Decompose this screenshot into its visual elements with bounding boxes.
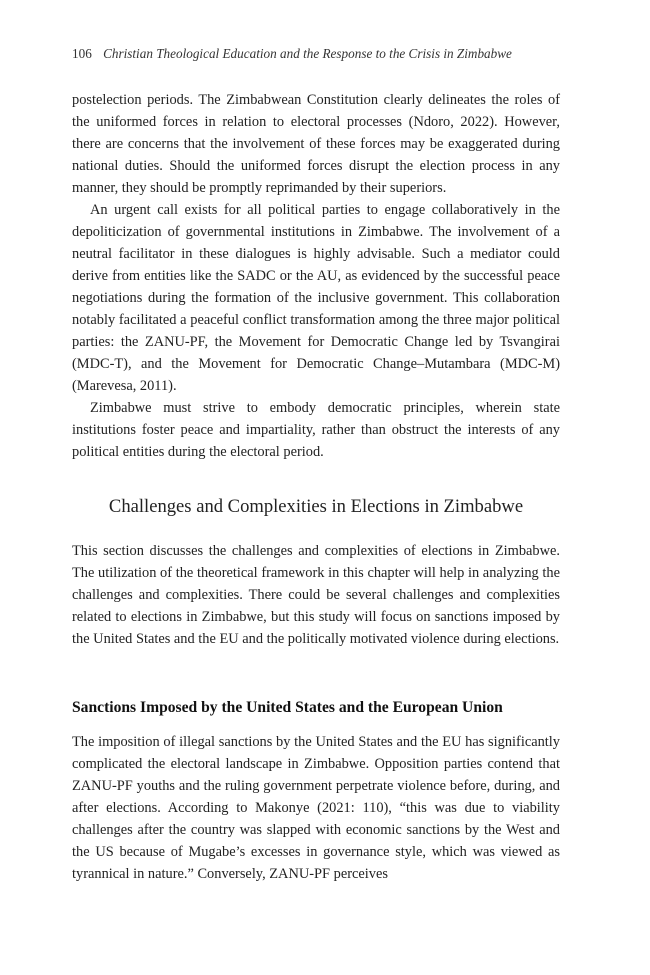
subsection-heading: Sanctions Imposed by the United States and the European Union bbox=[72, 699, 503, 716]
running-head-title: Christian Theological Education and the Response to the Crisis in Zimbabwe bbox=[103, 46, 512, 61]
section-body bbox=[72, 540, 560, 650]
paragraph-sanctions: The imposition of illegal sanctions by the United States and the EU has significantly complicated the electoral landscape in Zimbabwe. Opposition parties contend that ZANU-PF youths and the ruling government perpetrate violence before, during, and after elections. According to Makonye (2021: 110), “this was due to viability challenges after the country was slapped with economic sanctions by the West and the US because of Mugabe’s excesses in governance style, which was viewed as tyrannical in nature.” Conversely, ZANU-PF perceives bbox=[72, 734, 560, 882]
section-heading: Challenges and Complexities in Elections in Zimbabwe bbox=[108, 496, 524, 517]
paragraph-postelection: postelection periods. The Zimbabwean Constitution clearly delineates the roles of the uniformed forces in relation to electoral processes (Ndoro, 2022). However, there are concerns that the involvement of these forces may be exaggerated during national duties. Should the uniformed forces disrupt the election process in any manner, they should be promptly reprimanded by their superiors. bbox=[72, 92, 560, 196]
paragraph-urgent-call: An urgent call exists for all political parties to engage collaboratively in the depoliticization of governmental institutions in Zimbabwe. The involvement of a neutral facilitator in these dialogues is highly advisable. Such a mediator could derive from entities like the SADC or the AU, as evidenced by the successful peace negotiations during the formation of the inclusive government. This collaboration notably facilitated a peaceful conflict transformation among the three major political parties: the ZANU-PF, the Movement for Democratic Change led by Tsvangirai (MDC-T), and the Movement for Democratic Change–Mutambara (MDC-M) (Marevesa, 2011). bbox=[72, 202, 560, 394]
paragraph-democratic-principles: Zimbabwe must strive to embody democratic principles, wherein state institutions foster peace and impartiality, rather than obstruct the interests of any political entities during the electoral period. bbox=[72, 400, 560, 460]
subsection-body bbox=[72, 731, 560, 885]
paragraph-section-intro: This section discusses the challenges and complexities of elections in Zimbabwe. The utilization of the theoretical framework in this chapter will help in analyzing the challenges and complexities. There could be several challenges and complexities related to elections in Zimbabwe, but this study will focus on sanctions imposed by the United States and the EU and the politically motivated violence during elections. bbox=[72, 543, 560, 647]
body-text-top bbox=[72, 89, 560, 463]
page-number: 106 bbox=[72, 46, 92, 61]
running-head bbox=[72, 45, 560, 63]
